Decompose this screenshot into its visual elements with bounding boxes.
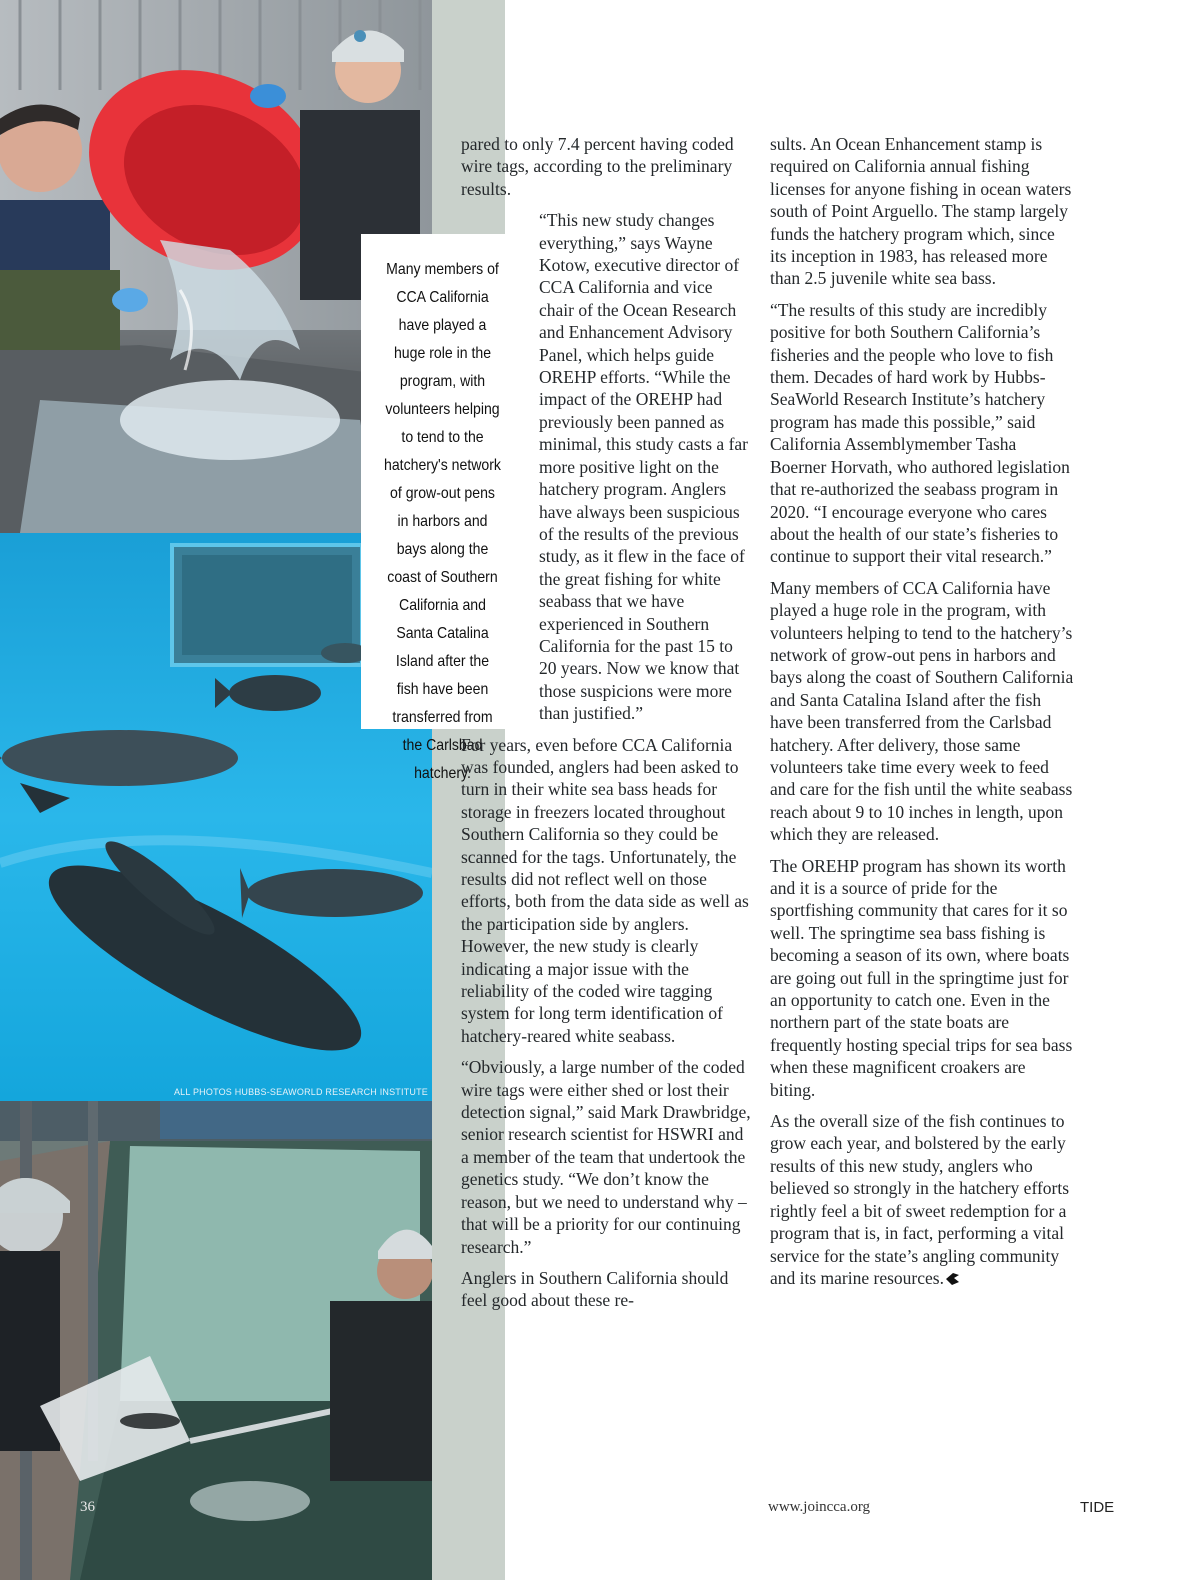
article-paragraph: “This new study changes everything,” says Wayne Kotow, executive director of CCA California and vice chair of the Ocean Research and Enhancement Advisory Panel, which helps guide OREHP efforts. “While the impact of the OREHP had previously been panned as minimal, this study casts a far more positive light on the hatchery program. Anglers have always been suspicious of the results of the previous study, as it flew in the face of the great fishing for white seabass that we have experienced in Southern California for the past 15 to 20 years. Now we know that those suspicions were more than justified.” bbox=[539, 210, 748, 724]
callout-wrap-space bbox=[461, 209, 539, 721]
article-paragraph: Many members of CCA California have played a huge role in the program, with volunteers helping to tend to the hatchery’s network of grow-out pens in harbors and bays along the coast of Southern California and Santa Catalina Island after the fish have been transferred from the Carlsbad hatchery. After delivery, those same volunteers take time every week to feed and care for the fish until the white seabass reach about 9 to 10 inches in length, upon which they are released. bbox=[770, 577, 1074, 845]
article-paragraph: “Obviously, a large number of the coded wire tags were either shed or lost their detection signal,” said Mark Drawbridge, senior research scientist for HSWRI and a member of the team that undertook the genetics study. “We don’t know the reason, but we need to understand why – that will be a priority for our continuing research.” bbox=[461, 1057, 751, 1257]
article-paragraph: The OREHP program has shown its worth and it is a source of pride for the sportfishing community that cares for it so well. The springtime sea bass fishing is becoming a season of its own, where boats are going out full in the springtime just for an opportunity to catch one. Even in the northern part of the state boats are frequently hosting special trips for sea bass when these magnificent croakers are biting. bbox=[770, 855, 1073, 1100]
publication-name: TIDE bbox=[1080, 1499, 1115, 1516]
grow-out-pen-netting-photo bbox=[0, 1101, 432, 1580]
pull-quote-text: Many members of CCA California have played a huge role in the program, with volunteers helping to tend to the hatchery's network of grow-out pens in harbors and bays along the coast of Southern California and Santa Catalina Island after the fish have been transferred from the Carlsbad hatchery. bbox=[384, 261, 501, 782]
article-paragraph: sults. An Ocean Enhancement stamp is required on California annual fishing licenses for anyone fishing in ocean waters south of Point Arguello. The stamp largely funds the hatchery program which, since its inception in 1983, has released more than 2.5 juvenile white sea bass. bbox=[770, 134, 1072, 289]
page-number: 36 bbox=[80, 1499, 95, 1515]
article-paragraph-final bbox=[770, 1110, 1075, 1289]
photo-credit: ALL PHOTOS HUBBS-SEAWORLD RESEARCH INSTITUTE bbox=[173, 1087, 428, 1097]
end-of-article-icon bbox=[946, 1273, 959, 1285]
footer-url: www.joincca.org bbox=[768, 1499, 871, 1515]
article-paragraph: Anglers in Southern California should feel good about these re- bbox=[461, 1267, 729, 1311]
article-paragraph: For years, even before CCA California was founded, anglers had been asked to turn in their white sea bass heads for storage in freezers located throughout Southern California so they could be scanned for the tags. Unfortunately, the results did not reflect well on those efforts, both from the data side as well as the participation side by anglers. However, the new study is clearly indicating a major issue with the reliability of the coded wire tagging system for long term identification of hatchery-reared white seabass. bbox=[461, 734, 749, 1046]
article-column-right bbox=[770, 133, 1075, 1298]
article-column-left bbox=[461, 133, 751, 1321]
article-paragraph: “The results of this study are incredibly positive for both Southern California’s fisheries and the people who love to fish them. Decades of hard work by Hubbs-SeaWorld Research Institute’s hatchery program has made this possible,” said California Assemblymember Tasha Boerner Horvath, who authored legislation that re-authorized the seabass program in 2020. “I encourage everyone who cares about the health of our state’s fisheries to continue to support their vital research.” bbox=[770, 299, 1070, 567]
article-paragraph: pared to only 7.4 percent having coded wire tags, according to the preliminary results. bbox=[461, 134, 734, 199]
article-paragraph-text: As the overall size of the fish continues to grow each year, and bolstered by the early results of this new study, anglers who believed so strongly in the hatchery efforts rightly feel a bit of sweet redemption for a program that is, in fact, performing a vital service for the state’s angling community and its marine resources. bbox=[770, 1111, 1070, 1288]
